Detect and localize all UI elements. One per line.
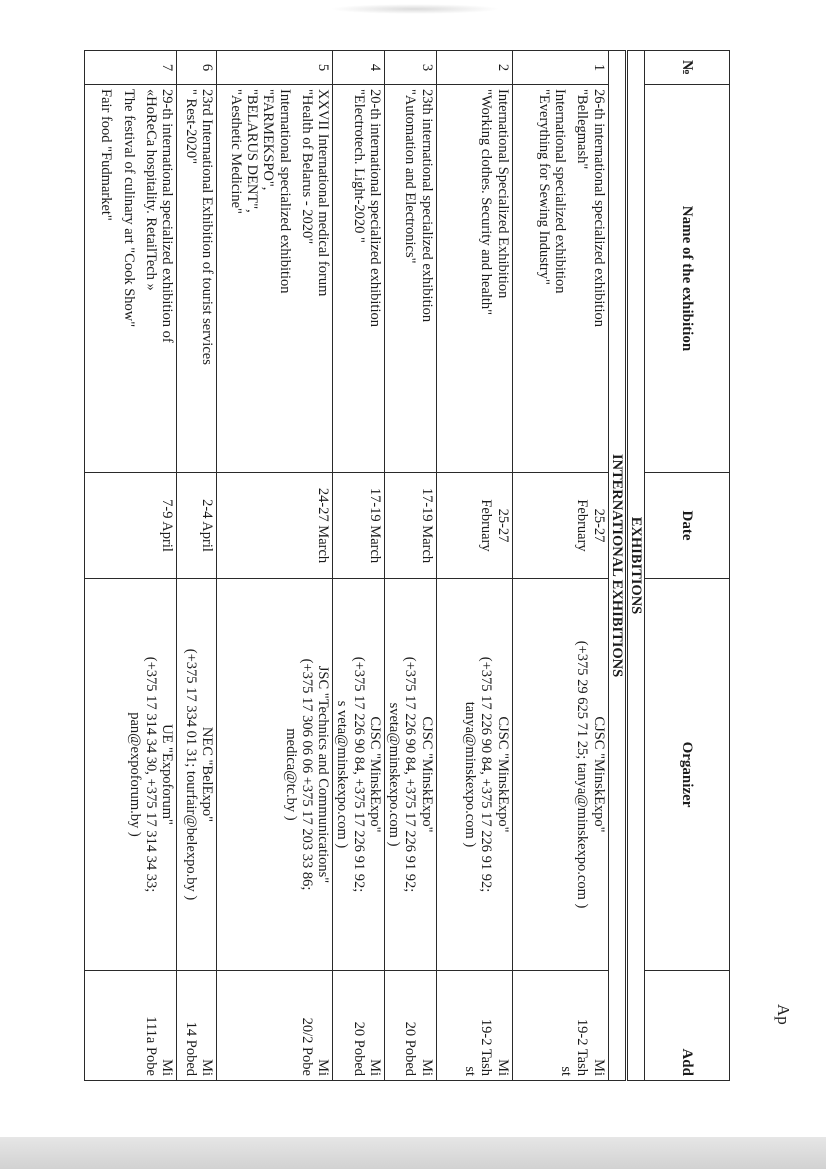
row-number: 5 [217, 51, 333, 85]
exhibition-address-line: Mi [494, 1059, 511, 1076]
subsection-row [608, 51, 626, 1081]
exhibition-name-line: "Aesthetic Medicine" [227, 89, 244, 214]
exhibition-date-line: 25-27 [590, 508, 607, 543]
exhibition-organizer-line: (+375 29 625 71 25; tanya@minskexpo.com ) [574, 640, 591, 909]
exhibition-name-line: "Electrotech. Light-2020 " [350, 89, 367, 243]
exhibition-address-line: Mi [199, 1059, 216, 1076]
exhibition-name-line: "Bellegmash" [574, 89, 591, 170]
table-row [217, 51, 333, 1081]
exhibition-name-line: " Rest-2020" [182, 89, 199, 165]
exhibition-name-line: «HoReCa hospitality. RetailTech » [142, 89, 159, 291]
exhibition-organizer-line: CJSC "MinskExpo" [590, 716, 607, 833]
exhibition-date-line: 24-27 March [315, 487, 332, 564]
exhibition-organizer [333, 579, 385, 971]
exhibition-address [177, 971, 217, 1081]
exhibition-organizer [85, 579, 177, 971]
exhibition-organizer [177, 579, 217, 971]
exhibition-organizer [217, 579, 333, 971]
exhibition-name-line: 23rd International Exhibition of tourist services [199, 89, 216, 365]
exhibition-organizer-line: CJSC "MinskExpo" [366, 716, 383, 833]
header-date: Date [645, 473, 730, 579]
exhibition-name-line: International specialized exhibition [276, 89, 293, 294]
table-body [85, 51, 645, 1081]
scan-bottom-edge [0, 1137, 826, 1169]
rotated-document [30, 50, 730, 1080]
exhibition-name [512, 85, 608, 473]
exhibition-organizer-line: tanya@minskexpo.com ) [462, 701, 479, 848]
exhibition-address-line: Mi [590, 1059, 607, 1076]
exhibition-organizer-line: (+375 17 306 06 06 +375 17 203 33 86; [298, 658, 315, 891]
exhibition-name-line: Fair food "Fudmarket" [98, 89, 115, 221]
table-header-row [645, 51, 730, 1081]
exhibition-name [384, 85, 436, 473]
exhibition-date-line: February [574, 499, 591, 552]
subsection-title: INTERNATIONAL EXHIBITIONS [608, 51, 626, 1081]
exhibition-address-line: Mi [159, 1059, 176, 1076]
exhibition-date [177, 473, 217, 579]
exhibition-name-line [137, 89, 143, 468]
exhibition-organizer-line: (+375 17 334 01 31; tourfair@belexpo.by ) [182, 648, 199, 901]
table-row [436, 51, 512, 1081]
row-number: 7 [85, 51, 177, 85]
exhibition-name [177, 85, 217, 473]
exhibition-date [333, 473, 385, 579]
exhibition-date [512, 473, 608, 579]
exhibition-date-line: 7-9 April [159, 499, 176, 552]
row-number: 4 [333, 51, 385, 85]
exhibition-address-line: 111a Pobe [142, 1016, 159, 1076]
exhibition-date-line: 17-19 March [418, 487, 435, 564]
exhibition-name-line: 20-th international specialized exhibition [366, 89, 383, 327]
exhibition-organizer-line: pan@expoforum.by ) [126, 712, 143, 837]
header-address: Add [645, 971, 730, 1081]
exhibition-address-line: Mi [418, 1059, 435, 1076]
row-number: 2 [436, 51, 512, 85]
header-name: Name of the exhibition [645, 85, 730, 473]
exhibition-address-line: st [462, 1066, 479, 1076]
exhibition-name [333, 85, 385, 473]
exhibition-organizer-line: sveta@minskexpo.com ) [386, 702, 403, 847]
exhibition-organizer [436, 579, 512, 971]
table-row [333, 51, 385, 1081]
exhibition-organizer-line: s veta@minskexpo.com ) [334, 700, 351, 849]
exhibition-organizer-line: medica@tc.by ) [282, 728, 299, 821]
table-row [384, 51, 436, 1081]
exhibition-address [217, 971, 333, 1081]
exhibition-date [436, 473, 512, 579]
exhibition-name [436, 85, 512, 473]
exhibition-date [217, 473, 333, 579]
exhibition-name-line: The festival of culinary art "Cook Show" [120, 89, 137, 328]
exhibition-organizer-line: (+375 17 314 34 30, +375 17 314 34 33; [142, 656, 159, 893]
exhibition-address-line: 20 Pobed [402, 1021, 419, 1076]
exhibition-organizer-line: CJSC "MinskExpo" [418, 716, 435, 833]
exhibition-date-line: 25-27 [494, 508, 511, 543]
exhibition-name-line: International specialized exhibition [552, 89, 569, 294]
row-number: 1 [512, 51, 608, 85]
exhibition-address-line: Mi [366, 1059, 383, 1076]
exhibition-name-line: 26-th international specialized exhibition [590, 89, 607, 327]
exhibition-address-line: 20/2 Pobe [298, 1017, 315, 1076]
section-title: EXHIBITIONS [626, 51, 644, 1081]
exhibition-name-line: "Automation and Electronics" [402, 89, 419, 264]
header-organizer: Organizer [645, 579, 730, 971]
exhibitions-table [84, 50, 730, 1081]
exhibition-organizer-line: JSC "Technics and Communications" [315, 665, 332, 884]
exhibition-name-line [293, 89, 299, 468]
exhibition-organizer-line: NEC "BelExpo" [199, 726, 216, 823]
exhibition-name-line: "Everything for Sewing Industry" [535, 89, 552, 285]
scan-smudge [330, 4, 500, 14]
exhibition-name-line: International Specialized Exhibition [494, 89, 511, 299]
exhibition-name-line: 23th international specialized exhibition [418, 89, 435, 323]
exhibition-organizer-line: (+375 17 226 90 84, +375 17 226 91 92; [402, 656, 419, 893]
exhibition-date-line: 2-4 April [199, 499, 216, 552]
header-number: № [645, 51, 730, 85]
exhibition-name-line: XXVII International medical forum [315, 89, 332, 297]
exhibition-organizer-line: UE "Expoforum" [159, 724, 176, 825]
appendix-label: Ap [774, 1004, 793, 1025]
exhibition-organizer-line: CJSC "MinskExpo" [494, 716, 511, 833]
exhibition-organizer [384, 579, 436, 971]
exhibition-address-line: 14 Pobed [182, 1021, 199, 1076]
exhibition-name-line: "FARMEKSPO", [260, 89, 277, 191]
exhibition-name [217, 85, 333, 473]
exhibition-address-line: 19-2 Tash [574, 1018, 591, 1076]
exhibition-address-line: 19-2 Tash [478, 1018, 495, 1076]
exhibition-date-line: 17-19 March [366, 487, 383, 564]
exhibition-address-line: st [558, 1066, 575, 1076]
exhibition-address [436, 971, 512, 1081]
exhibition-name-line: "Working clothes. Security and health" [478, 89, 495, 316]
exhibition-address [512, 971, 608, 1081]
exhibition-address [384, 971, 436, 1081]
exhibition-organizer [512, 579, 608, 971]
exhibition-name-line: "Health of Belarus - 2020" [298, 89, 315, 245]
section-row [626, 51, 644, 1081]
exhibition-date-line: February [478, 499, 495, 552]
table-row [512, 51, 608, 1081]
exhibition-address [333, 971, 385, 1081]
row-number: 6 [177, 51, 217, 85]
exhibition-address-line: Mi [315, 1059, 332, 1076]
exhibition-organizer-line: (+375 17 226 90 84, +375 17 226 91 92; [478, 656, 495, 893]
exhibition-name [85, 85, 177, 473]
exhibition-address [85, 971, 177, 1081]
exhibition-address-line: 20 Pobed [350, 1021, 367, 1076]
exhibition-name-line: 29-th international specialized exhibition of [159, 89, 176, 343]
exhibition-organizer-line: (+375 17 226 90 84, +375 17 226 91 92; [350, 656, 367, 893]
exhibition-date [384, 473, 436, 579]
exhibition-name-line: "BELARUS DENT", [244, 89, 261, 213]
table-row [177, 51, 217, 1081]
table-row [85, 51, 177, 1081]
exhibition-date [85, 473, 177, 579]
row-number: 3 [384, 51, 436, 85]
